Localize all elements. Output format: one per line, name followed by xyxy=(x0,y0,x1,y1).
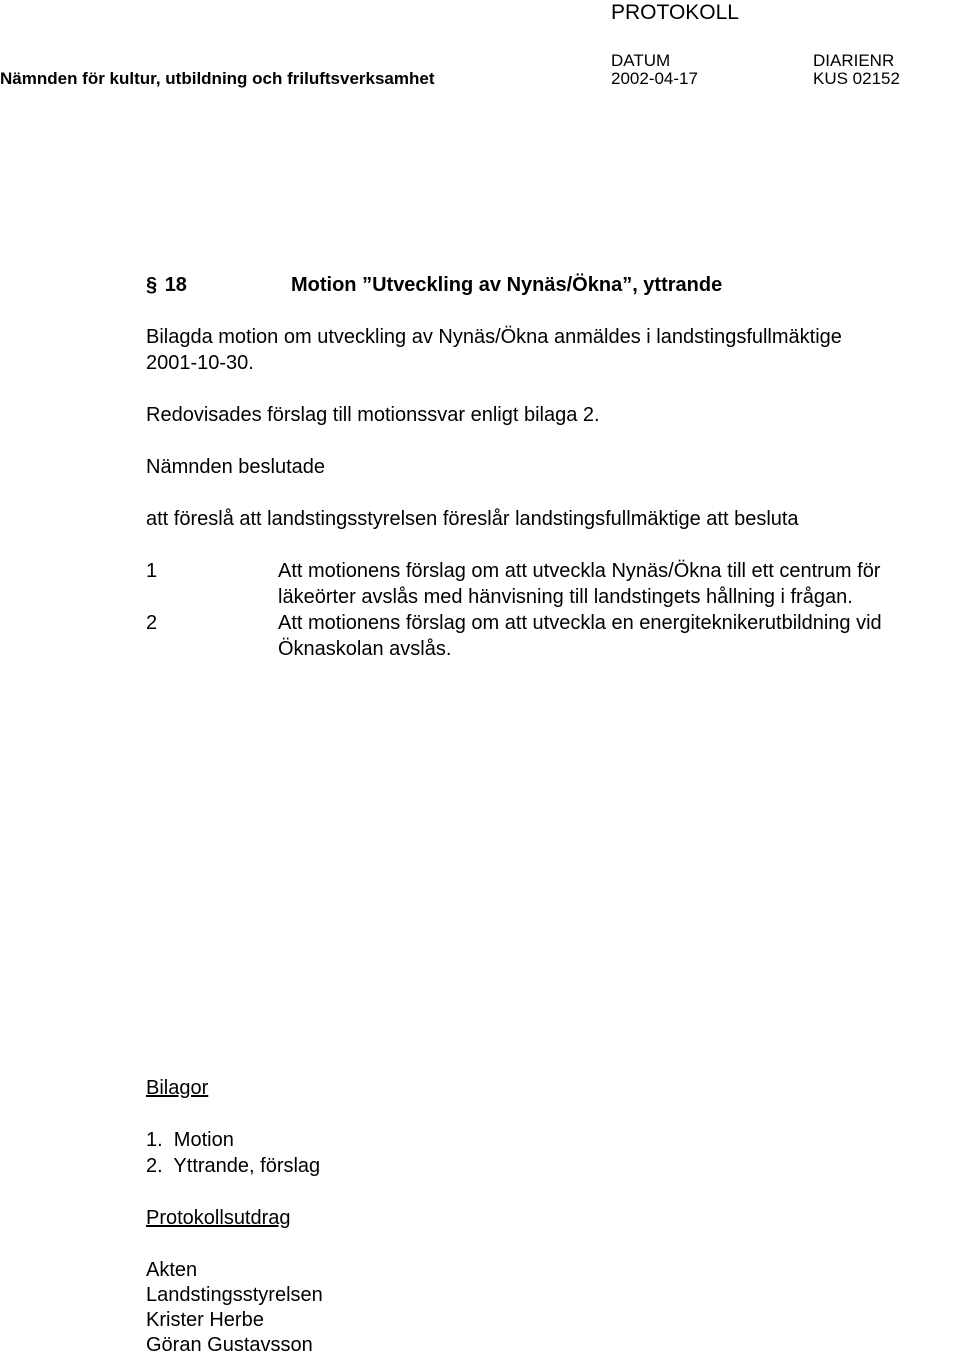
diarie-value: KUS 02152 xyxy=(813,69,900,88)
document-type: PROTOKOLL xyxy=(611,1,739,24)
decision-paragraph: att föreslå att landstingsstyrelsen föreslår landstingsfullmäktige att besluta xyxy=(146,508,799,530)
date-label: DATUM xyxy=(611,51,671,70)
list-item xyxy=(0,558,960,610)
distribution-heading: Protokollsutdrag xyxy=(146,1207,291,1229)
item-number: 2 xyxy=(146,612,158,634)
item-text-line-2: Öknaskolan avslås. xyxy=(278,638,452,660)
item-text-line-2: läkeörter avslås med hänvisning till landstingets hållning i frågan. xyxy=(278,586,853,608)
decision-heading: Nämnden beslutade xyxy=(146,456,326,478)
attachment-item: 2. Yttrande, förslag xyxy=(146,1155,321,1177)
section-heading xyxy=(146,272,723,298)
intro-line-2: 2001-10-30. xyxy=(146,352,254,374)
recipient: Akten xyxy=(146,1259,198,1281)
attachment-item: 1. Motion xyxy=(146,1129,234,1151)
recipient: Göran Gustavsson xyxy=(146,1334,313,1356)
attachments-heading: Bilagor xyxy=(146,1077,209,1099)
recipient: Krister Herbe xyxy=(146,1309,264,1331)
item-number: 1 xyxy=(146,560,158,582)
diarie-label: DIARIENR xyxy=(813,51,895,70)
intro-line-1: Bilagda motion om utveckling av Nynäs/Ökna anmäldes i landstingsfullmäktige xyxy=(146,326,842,348)
list-item xyxy=(0,610,960,662)
item-text-line-1: Att motionens förslag om att utveckla Nynäs/Ökna till ett centrum för xyxy=(278,560,881,582)
section-symbol: § xyxy=(146,274,158,296)
section-number: 18 xyxy=(164,274,187,296)
recipient: Landstingsstyrelsen xyxy=(146,1284,323,1306)
committee-name: Nämnden för kultur, utbildning och friluftsverksamhet xyxy=(0,69,435,88)
item-text-line-1: Att motionens förslag om att utveckla en energiteknikerutbildning vid xyxy=(278,612,882,634)
section-title: Motion ”Utveckling av Nynäs/Ökna”, yttrande xyxy=(291,274,723,296)
report-paragraph: Redovisades förslag till motionssvar enligt bilaga 2. xyxy=(146,404,600,426)
date-value: 2002-04-17 xyxy=(611,69,698,88)
